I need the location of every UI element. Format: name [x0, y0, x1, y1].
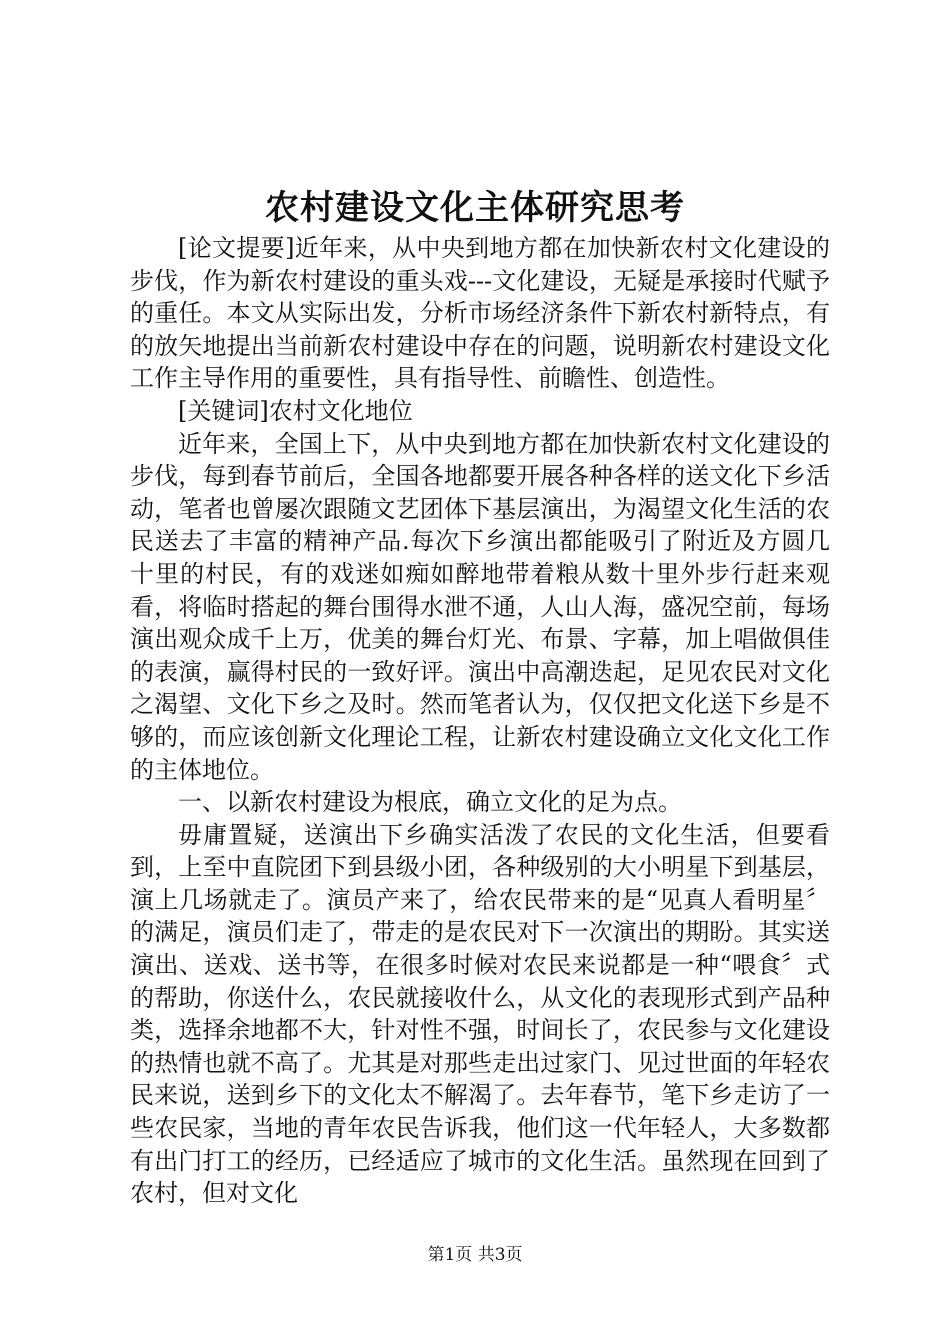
abstract-paragraph: [论文提要]近年来，从中央到地方都在加快新农村文化建设的步伐，作为新农村建设的重头戏---文化建设，无疑是承接时代赋予的重任。本文从实际出发，分析市场经济条件下新农村新特点，有的放矢地提出当前新农村建设中存在的问题，说明新农村建设文化工作主导作用的重要性，具有指导性、前瞻性、创造性。 — [130, 234, 830, 393]
document-title: 农村建设文化主体研究思考 — [265, 188, 685, 228]
document-body — [130, 232, 830, 1210]
body-paragraph: 近年来，全国上下，从中央到地方都在加快新农村文化建设的步伐，每到春节前后，全国各地都要开展各种各样的送文化下乡活动，笔者也曾屡次跟随文艺团体下基层演出，为渴望文化生活的农民送去了丰富的精神产品.每次下乡演出都能吸引了附近及方圆几十里的村民，有的戏迷如痴如醉地带着粮从数十里外步行赶来观看，将临时搭起的舞台围得水泄不通，人山人海，盛况空前，每场演出观众成千上万，优美的舞台灯光、布景、字幕，加上唱做俱佳的表演，赢得村民的一致好评。演出中高潮迭起，足见农民对文化之渴望、文化下乡之及时。然而笔者认为，仅仅把文化送下乡是不够的，而应该创新文化理论工程，让新农村建设确立文化文化工作的主体地位。 — [130, 429, 830, 784]
section-heading: 一、以新农村建设为根底，确立文化的足为点。 — [178, 788, 682, 817]
body-paragraph: 毋庸置疑，送演出下乡确实活泼了农民的文化生活，但要看到，上至中直院团下到县级小团，各种级别的大小明星下到基层，演上几场就走了。演员产来了，给农民带来的是“见真人看明星〞的满足，演员们走了，带走的是农民对下一次演出的期盼。其实送演出、送戏、送书等，在很多时候对农民来说都是一种“喂食〞式的帮助，你送什么，农民就接收什么，从文化的表现形式到产品种类，选择余地都不大，针对性不强，时间长了，农民参与文化建设的热情也就不高了。尤其是对那些走出过家门、见过世面的年轻农民来说，送到乡下的文化太不解渴了。去年春节，笔下乡走访了一些农民家，当地的青年农民告诉我，他们这一代年轻人，大多数都有出门打工的经历，已经适应了城市的文化生活。虽然现在回到了农村，但对文化 — [130, 820, 830, 1208]
page-number-footer: 第1页 共3页 — [427, 1245, 523, 1265]
keywords-paragraph: [关键词]农村文化地位 — [178, 396, 413, 425]
